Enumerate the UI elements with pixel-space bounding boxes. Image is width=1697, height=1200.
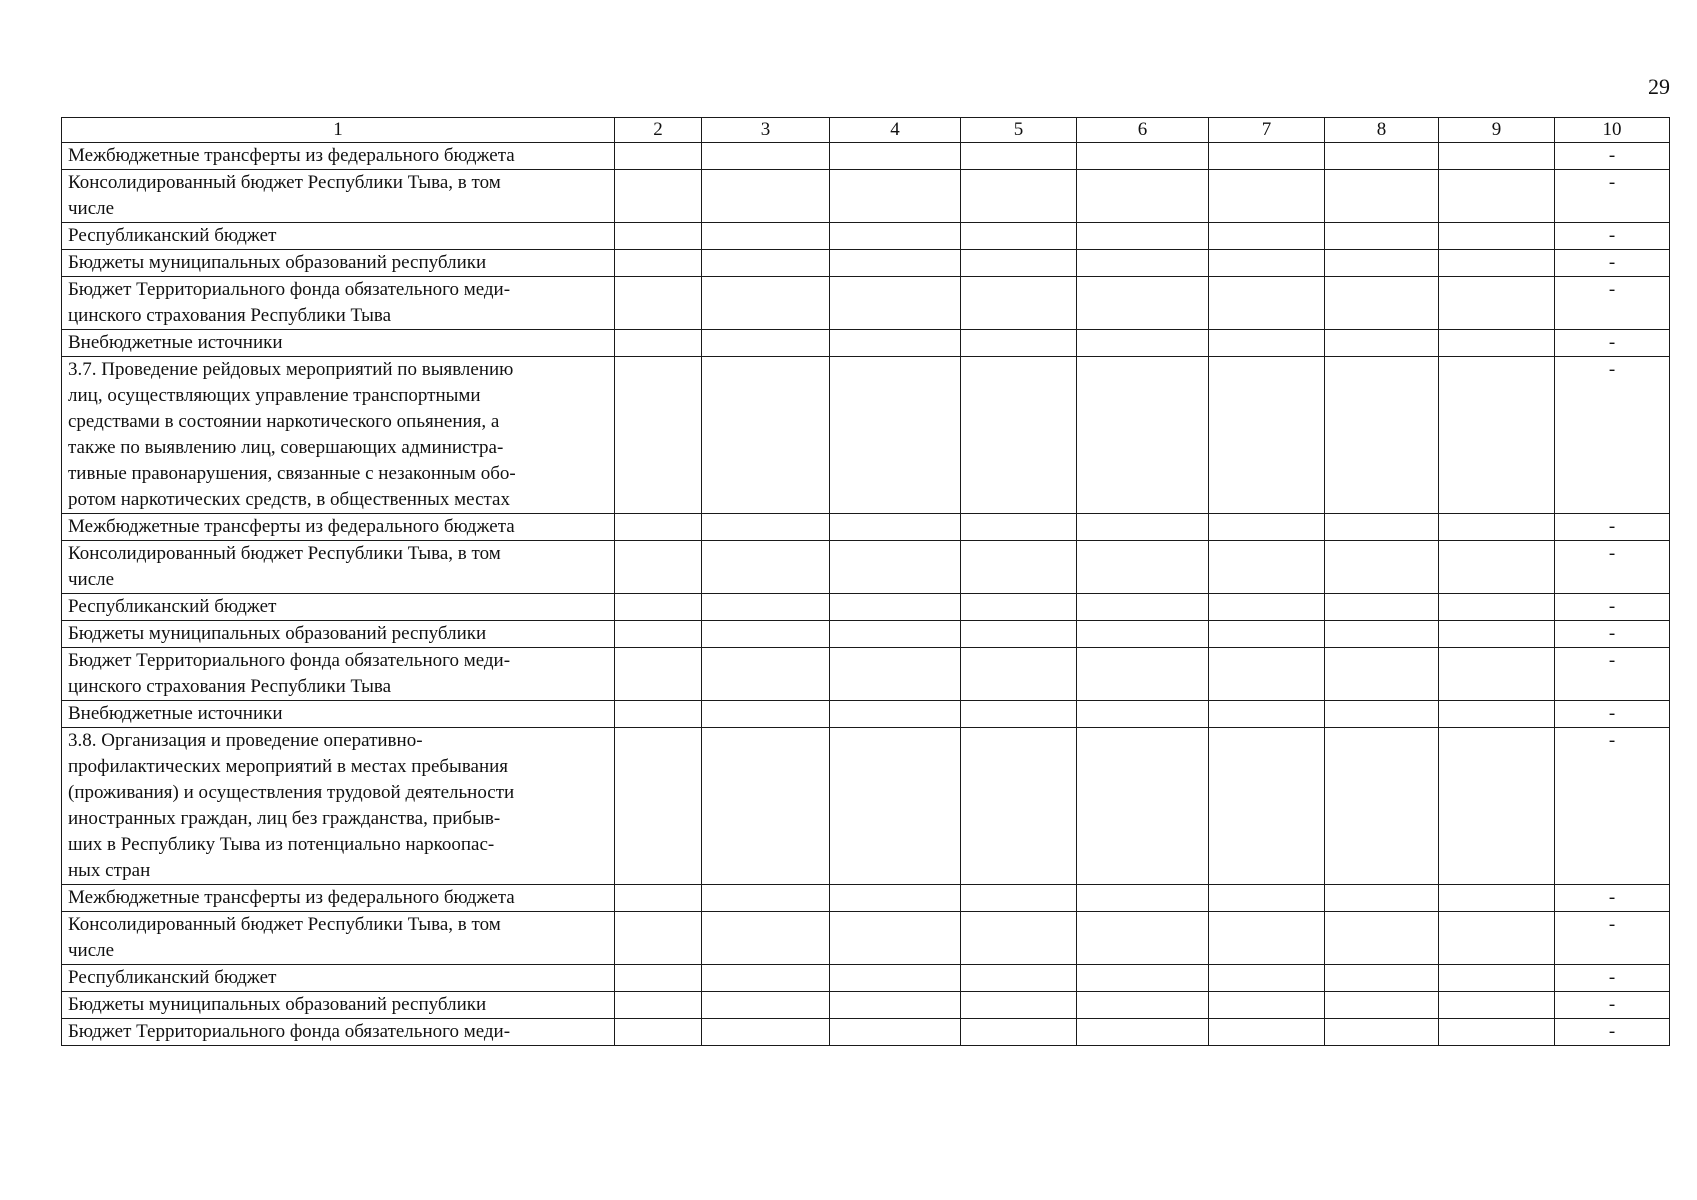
row-description-line: 3.8. Организация и проведение оперативно- bbox=[68, 730, 423, 751]
empty-cell bbox=[615, 912, 702, 965]
row-description bbox=[62, 912, 615, 965]
empty-cell bbox=[830, 992, 961, 1019]
row-description-line: Бюджеты муниципальных образований республики bbox=[68, 623, 487, 644]
row-description-line: Бюджет Территориального фонда обязательного меди- bbox=[68, 279, 511, 300]
empty-cell bbox=[830, 648, 961, 701]
column-10-value: - bbox=[1555, 143, 1670, 170]
empty-cell bbox=[615, 223, 702, 250]
empty-cell bbox=[961, 170, 1077, 223]
empty-cell bbox=[615, 1019, 702, 1046]
table-row bbox=[62, 621, 1670, 648]
empty-cell bbox=[1077, 223, 1209, 250]
row-description bbox=[62, 357, 615, 514]
table-row bbox=[62, 885, 1670, 912]
empty-cell bbox=[615, 701, 702, 728]
empty-cell bbox=[1077, 648, 1209, 701]
column-10-value: - bbox=[1555, 648, 1670, 701]
row-description-line: Внебюджетные источники bbox=[68, 332, 283, 353]
empty-cell bbox=[961, 621, 1077, 648]
empty-cell bbox=[702, 621, 830, 648]
empty-cell bbox=[615, 170, 702, 223]
row-description-line: Межбюджетные трансферты из федерального бюджета bbox=[68, 887, 515, 908]
row-description-line: Консолидированный бюджет Республики Тыва, в том bbox=[68, 914, 501, 935]
empty-cell bbox=[830, 277, 961, 330]
empty-cell bbox=[702, 992, 830, 1019]
table-row bbox=[62, 912, 1670, 965]
empty-cell bbox=[702, 885, 830, 912]
table-row bbox=[62, 277, 1670, 330]
row-description bbox=[62, 143, 615, 170]
table-row bbox=[62, 170, 1670, 223]
empty-cell bbox=[1439, 250, 1555, 277]
empty-cell bbox=[1077, 330, 1209, 357]
empty-cell bbox=[961, 728, 1077, 885]
empty-cell bbox=[961, 330, 1077, 357]
row-description-line: Бюджет Территориального фонда обязательного меди- bbox=[68, 1021, 511, 1042]
row-description-line: Республиканский бюджет bbox=[68, 596, 277, 617]
empty-cell bbox=[1325, 1019, 1439, 1046]
empty-cell bbox=[830, 912, 961, 965]
column-10-value: - bbox=[1555, 277, 1670, 330]
empty-cell bbox=[961, 1019, 1077, 1046]
row-description bbox=[62, 277, 615, 330]
empty-cell bbox=[1439, 912, 1555, 965]
column-10-value: - bbox=[1555, 357, 1670, 514]
empty-cell bbox=[1209, 514, 1325, 541]
column-number: 10 bbox=[1555, 118, 1670, 143]
empty-cell bbox=[1209, 541, 1325, 594]
row-description bbox=[62, 330, 615, 357]
empty-cell bbox=[1325, 357, 1439, 514]
empty-cell bbox=[961, 277, 1077, 330]
row-description bbox=[62, 621, 615, 648]
empty-cell bbox=[1439, 594, 1555, 621]
empty-cell bbox=[1077, 170, 1209, 223]
empty-cell bbox=[961, 250, 1077, 277]
empty-cell bbox=[1439, 965, 1555, 992]
empty-cell bbox=[1209, 992, 1325, 1019]
empty-cell bbox=[702, 357, 830, 514]
row-description bbox=[62, 701, 615, 728]
empty-cell bbox=[702, 728, 830, 885]
column-10-value: - bbox=[1555, 965, 1670, 992]
empty-cell bbox=[1077, 621, 1209, 648]
empty-cell bbox=[1209, 170, 1325, 223]
empty-cell bbox=[1439, 648, 1555, 701]
row-description-line: Межбюджетные трансферты из федерального бюджета bbox=[68, 145, 515, 166]
empty-cell bbox=[830, 250, 961, 277]
page-number: 29 bbox=[1648, 74, 1670, 99]
empty-cell bbox=[1325, 170, 1439, 223]
row-description-line: числе bbox=[68, 198, 115, 219]
column-number: 8 bbox=[1325, 118, 1439, 143]
table-row bbox=[62, 541, 1670, 594]
column-number: 9 bbox=[1439, 118, 1555, 143]
budget-table bbox=[61, 117, 1670, 1046]
column-10-value: - bbox=[1555, 514, 1670, 541]
empty-cell bbox=[830, 621, 961, 648]
empty-cell bbox=[830, 514, 961, 541]
empty-cell bbox=[1325, 250, 1439, 277]
empty-cell bbox=[1077, 143, 1209, 170]
row-description-line: Республиканский бюджет bbox=[68, 967, 277, 988]
empty-cell bbox=[702, 170, 830, 223]
empty-cell bbox=[1439, 514, 1555, 541]
empty-cell bbox=[830, 701, 961, 728]
row-description bbox=[62, 1019, 615, 1046]
row-description bbox=[62, 728, 615, 885]
empty-cell bbox=[961, 594, 1077, 621]
empty-cell bbox=[1209, 621, 1325, 648]
empty-cell bbox=[961, 885, 1077, 912]
empty-cell bbox=[1209, 701, 1325, 728]
empty-cell bbox=[702, 541, 830, 594]
empty-cell bbox=[702, 277, 830, 330]
table-row bbox=[62, 250, 1670, 277]
empty-cell bbox=[702, 594, 830, 621]
row-description-line: числе bbox=[68, 569, 115, 590]
empty-cell bbox=[961, 701, 1077, 728]
empty-cell bbox=[961, 912, 1077, 965]
row-description-line: Бюджеты муниципальных образований республики bbox=[68, 994, 487, 1015]
row-description-line: цинского страхования Республики Тыва bbox=[68, 305, 392, 326]
table-row bbox=[62, 965, 1670, 992]
table-row bbox=[62, 1019, 1670, 1046]
empty-cell bbox=[1209, 648, 1325, 701]
empty-cell bbox=[961, 357, 1077, 514]
row-description bbox=[62, 885, 615, 912]
empty-cell bbox=[615, 143, 702, 170]
column-number: 2 bbox=[615, 118, 702, 143]
empty-cell bbox=[1209, 277, 1325, 330]
empty-cell bbox=[1439, 992, 1555, 1019]
empty-cell bbox=[1077, 594, 1209, 621]
empty-cell bbox=[830, 143, 961, 170]
empty-cell bbox=[1439, 701, 1555, 728]
empty-cell bbox=[702, 912, 830, 965]
empty-cell bbox=[702, 648, 830, 701]
empty-cell bbox=[1209, 594, 1325, 621]
empty-cell bbox=[1439, 541, 1555, 594]
row-description-line: лиц, осуществляющих управление транспортными bbox=[68, 385, 481, 406]
empty-cell bbox=[702, 701, 830, 728]
row-description bbox=[62, 223, 615, 250]
row-description-line: Бюджет Территориального фонда обязательного меди- bbox=[68, 650, 511, 671]
empty-cell bbox=[830, 357, 961, 514]
empty-cell bbox=[1325, 965, 1439, 992]
empty-cell bbox=[1077, 992, 1209, 1019]
empty-cell bbox=[1439, 885, 1555, 912]
empty-cell bbox=[1077, 965, 1209, 992]
row-description-line: иностранных граждан, лиц без гражданства, прибыв- bbox=[68, 808, 501, 829]
empty-cell bbox=[1077, 514, 1209, 541]
empty-cell bbox=[615, 514, 702, 541]
empty-cell bbox=[961, 965, 1077, 992]
empty-cell bbox=[1439, 223, 1555, 250]
empty-cell bbox=[1325, 143, 1439, 170]
empty-cell bbox=[1209, 250, 1325, 277]
empty-cell bbox=[1325, 992, 1439, 1019]
column-number: 3 bbox=[702, 118, 830, 143]
row-description-line: ротом наркотических средств, в общественных местах bbox=[68, 489, 510, 510]
empty-cell bbox=[1209, 223, 1325, 250]
table-row bbox=[62, 594, 1670, 621]
table-row bbox=[62, 143, 1670, 170]
empty-cell bbox=[830, 885, 961, 912]
column-number: 7 bbox=[1209, 118, 1325, 143]
empty-cell bbox=[1439, 330, 1555, 357]
row-description bbox=[62, 992, 615, 1019]
row-description-line: Внебюджетные источники bbox=[68, 703, 283, 724]
column-10-value: - bbox=[1555, 701, 1670, 728]
row-description-line: средствами в состоянии наркотического опьянения, а bbox=[68, 411, 500, 432]
empty-cell bbox=[830, 223, 961, 250]
empty-cell bbox=[1325, 277, 1439, 330]
empty-cell bbox=[1439, 1019, 1555, 1046]
row-description-line: Бюджеты муниципальных образований республики bbox=[68, 252, 487, 273]
row-description-line: Республиканский бюджет bbox=[68, 225, 277, 246]
empty-cell bbox=[1209, 885, 1325, 912]
table-row bbox=[62, 648, 1670, 701]
empty-cell bbox=[961, 992, 1077, 1019]
empty-cell bbox=[830, 728, 961, 885]
empty-cell bbox=[1325, 330, 1439, 357]
empty-cell bbox=[1077, 250, 1209, 277]
empty-cell bbox=[702, 143, 830, 170]
table-row bbox=[62, 514, 1670, 541]
empty-cell bbox=[615, 541, 702, 594]
column-number: 4 bbox=[830, 118, 961, 143]
empty-cell bbox=[1325, 912, 1439, 965]
empty-cell bbox=[702, 514, 830, 541]
empty-cell bbox=[830, 170, 961, 223]
row-description-line: также по выявлению лиц, совершающих администра- bbox=[68, 437, 504, 458]
row-description-line: Консолидированный бюджет Республики Тыва, в том bbox=[68, 172, 501, 193]
empty-cell bbox=[1209, 330, 1325, 357]
empty-cell bbox=[1209, 143, 1325, 170]
empty-cell bbox=[1077, 701, 1209, 728]
column-number-row bbox=[62, 118, 1670, 143]
column-10-value: - bbox=[1555, 541, 1670, 594]
empty-cell bbox=[961, 143, 1077, 170]
empty-cell bbox=[615, 885, 702, 912]
empty-cell bbox=[1439, 277, 1555, 330]
empty-cell bbox=[615, 277, 702, 330]
empty-cell bbox=[1209, 357, 1325, 514]
empty-cell bbox=[615, 250, 702, 277]
row-description-line: Межбюджетные трансферты из федерального бюджета bbox=[68, 516, 515, 537]
empty-cell bbox=[1325, 514, 1439, 541]
empty-cell bbox=[615, 621, 702, 648]
column-10-value: - bbox=[1555, 621, 1670, 648]
empty-cell bbox=[615, 728, 702, 885]
empty-cell bbox=[1439, 170, 1555, 223]
table-row bbox=[62, 357, 1670, 514]
empty-cell bbox=[830, 594, 961, 621]
empty-cell bbox=[615, 965, 702, 992]
empty-cell bbox=[1325, 541, 1439, 594]
empty-cell bbox=[961, 541, 1077, 594]
column-10-value: - bbox=[1555, 912, 1670, 965]
column-10-value: - bbox=[1555, 330, 1670, 357]
empty-cell bbox=[1325, 701, 1439, 728]
row-description-line: 3.7. Проведение рейдовых мероприятий по выявлению bbox=[68, 359, 514, 380]
column-10-value: - bbox=[1555, 728, 1670, 885]
empty-cell bbox=[830, 541, 961, 594]
empty-cell bbox=[1209, 912, 1325, 965]
empty-cell bbox=[1209, 965, 1325, 992]
empty-cell bbox=[702, 223, 830, 250]
empty-cell bbox=[1077, 885, 1209, 912]
empty-cell bbox=[1325, 648, 1439, 701]
table-row bbox=[62, 330, 1670, 357]
empty-cell bbox=[615, 648, 702, 701]
empty-cell bbox=[1325, 594, 1439, 621]
table-row bbox=[62, 992, 1670, 1019]
empty-cell bbox=[702, 965, 830, 992]
empty-cell bbox=[1077, 277, 1209, 330]
empty-cell bbox=[615, 357, 702, 514]
column-10-value: - bbox=[1555, 992, 1670, 1019]
empty-cell bbox=[615, 992, 702, 1019]
empty-cell bbox=[1077, 912, 1209, 965]
row-description bbox=[62, 965, 615, 992]
row-description bbox=[62, 541, 615, 594]
row-description-line: ных стран bbox=[68, 860, 151, 881]
empty-cell bbox=[1209, 728, 1325, 885]
row-description bbox=[62, 250, 615, 277]
empty-cell bbox=[1325, 728, 1439, 885]
empty-cell bbox=[1325, 223, 1439, 250]
row-description-line: Консолидированный бюджет Республики Тыва, в том bbox=[68, 543, 501, 564]
empty-cell bbox=[1077, 357, 1209, 514]
column-10-value: - bbox=[1555, 594, 1670, 621]
empty-cell bbox=[1439, 143, 1555, 170]
empty-cell bbox=[1439, 621, 1555, 648]
empty-cell bbox=[615, 330, 702, 357]
empty-cell bbox=[1325, 621, 1439, 648]
table-row bbox=[62, 223, 1670, 250]
empty-cell bbox=[830, 965, 961, 992]
row-description bbox=[62, 594, 615, 621]
empty-cell bbox=[1439, 357, 1555, 514]
column-10-value: - bbox=[1555, 885, 1670, 912]
row-description bbox=[62, 648, 615, 701]
row-description bbox=[62, 514, 615, 541]
empty-cell bbox=[702, 1019, 830, 1046]
table-body bbox=[62, 118, 1670, 1046]
empty-cell bbox=[702, 250, 830, 277]
row-description bbox=[62, 170, 615, 223]
column-number: 5 bbox=[961, 118, 1077, 143]
column-10-value: - bbox=[1555, 223, 1670, 250]
row-description-line: числе bbox=[68, 940, 115, 961]
row-description-line: ших в Республику Тыва из потенциально наркоопас- bbox=[68, 834, 495, 855]
column-10-value: - bbox=[1555, 250, 1670, 277]
row-description-line: цинского страхования Республики Тыва bbox=[68, 676, 392, 697]
empty-cell bbox=[961, 648, 1077, 701]
column-number: 1 bbox=[62, 118, 615, 143]
row-description-line: тивные правонарушения, связанные с незаконным обо- bbox=[68, 463, 516, 484]
empty-cell bbox=[961, 223, 1077, 250]
table-row bbox=[62, 701, 1670, 728]
empty-cell bbox=[615, 594, 702, 621]
row-description-line: профилактических мероприятий в местах пребывания bbox=[68, 756, 509, 777]
row-description-line: (проживания) и осуществления трудовой деятельности bbox=[68, 782, 515, 803]
empty-cell bbox=[1325, 885, 1439, 912]
empty-cell bbox=[1077, 541, 1209, 594]
empty-cell bbox=[830, 1019, 961, 1046]
empty-cell bbox=[830, 330, 961, 357]
table-row bbox=[62, 728, 1670, 885]
empty-cell bbox=[702, 330, 830, 357]
empty-cell bbox=[1439, 728, 1555, 885]
column-10-value: - bbox=[1555, 170, 1670, 223]
empty-cell bbox=[1077, 728, 1209, 885]
column-number: 6 bbox=[1077, 118, 1209, 143]
empty-cell bbox=[1077, 1019, 1209, 1046]
empty-cell bbox=[1209, 1019, 1325, 1046]
empty-cell bbox=[961, 514, 1077, 541]
column-10-value: - bbox=[1555, 1019, 1670, 1046]
